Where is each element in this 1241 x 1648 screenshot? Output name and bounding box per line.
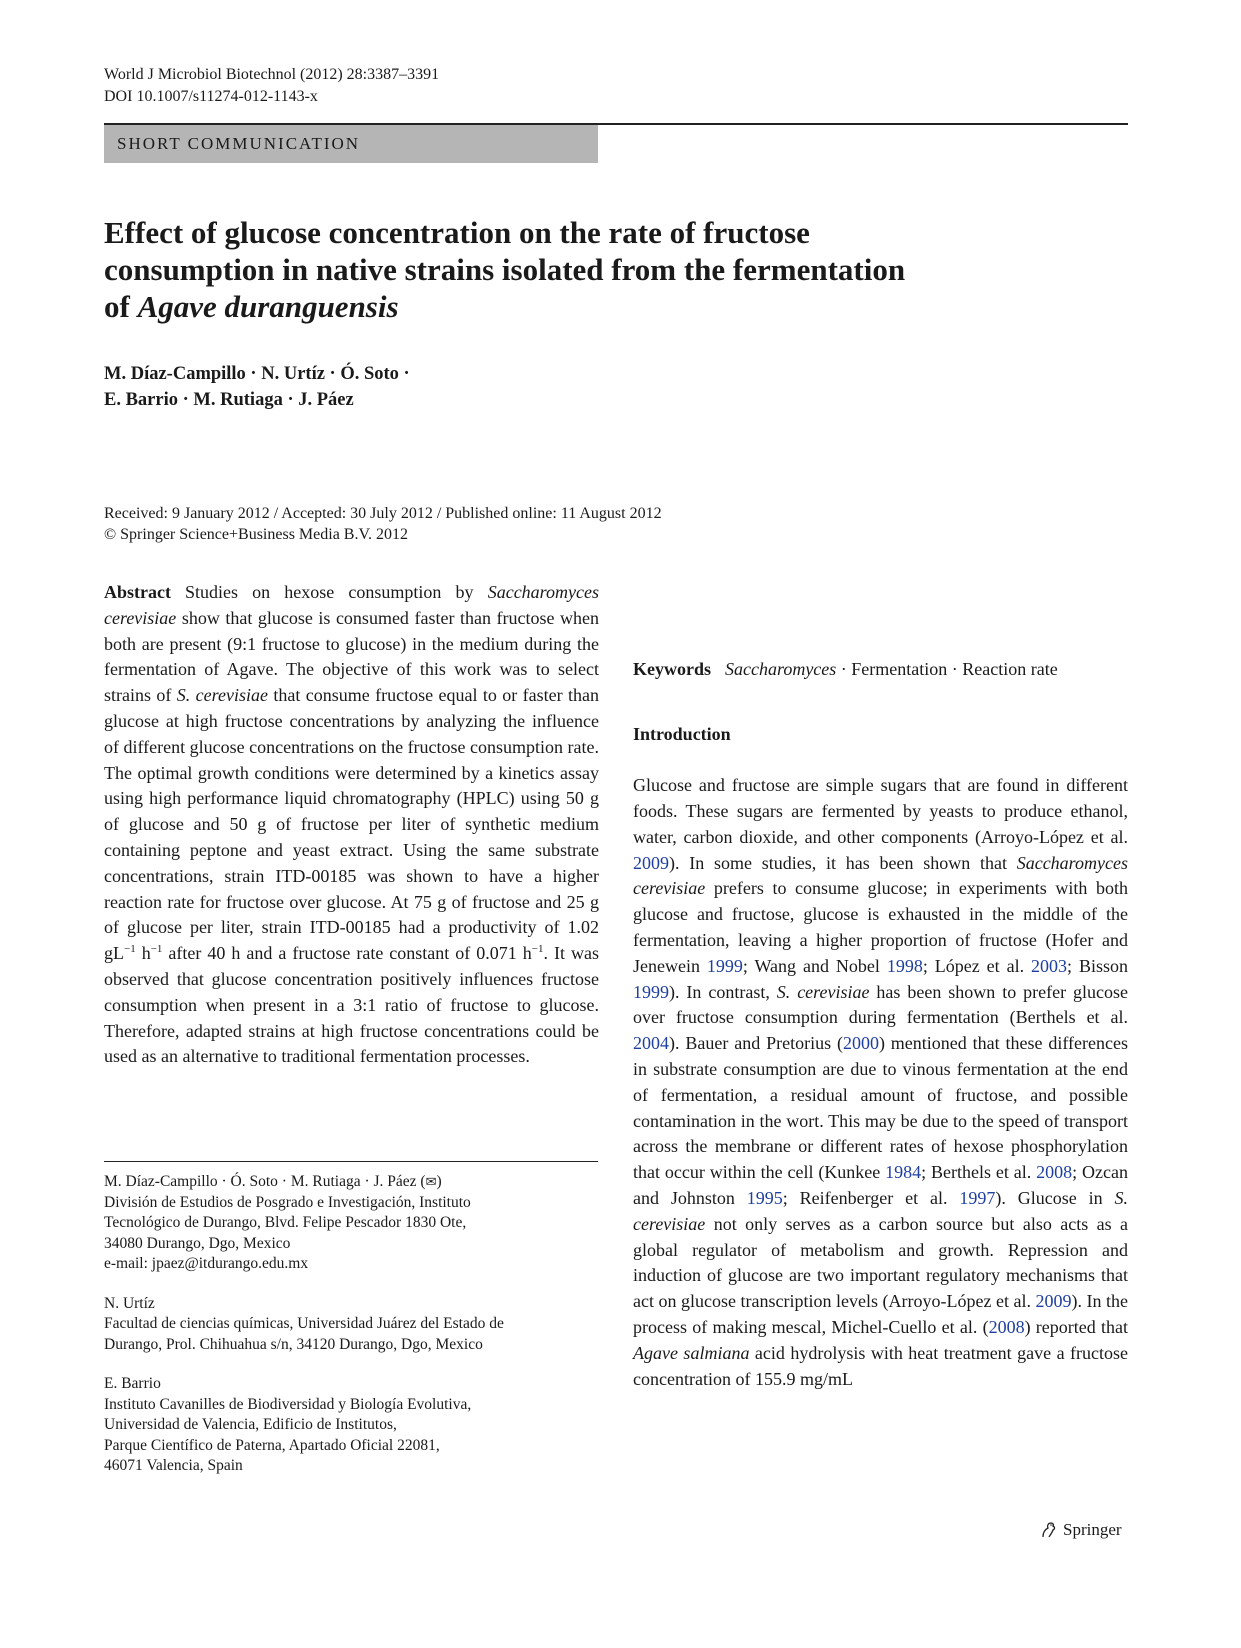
intro-part: has been shown to prefer glucose over fructose consumption during fermentation (Berthels et al. <box>633 981 1129 1028</box>
aff1-email[interactable]: e-mail: jpaez@itdurango.edu.mx <box>104 1255 309 1272</box>
affiliation-3 <box>104 1374 598 1477</box>
envelope-icon: ✉ <box>425 1174 437 1189</box>
journal-ref: World J Microbiol Biotechnol (2012) 28:3387–3391 <box>104 66 440 83</box>
keywords-label: Keywords <box>633 658 711 679</box>
intro-italic: Saccharomyces cerevisiae <box>633 852 1128 899</box>
intro-part: ). In some studies, it has been shown that <box>669 852 1017 873</box>
aff3-line: 46071 Valencia, Spain <box>104 1457 243 1474</box>
aff2-line: Durango, Prol. Chihuahua s/n, 34120 Durango, Dgo, Mexico <box>104 1335 483 1353</box>
doi: DOI 10.1007/s11274-012-1143-x <box>104 88 318 105</box>
citation-link[interactable]: 2009 <box>1035 1291 1072 1312</box>
citation-link[interactable]: 1999 <box>633 981 669 1002</box>
abstract-italic: S. cerevisiae <box>176 685 268 706</box>
intro-part: ) mentioned that these differences in substrate consumption are due to vinous fermentation at the end of fermentation, a residual amount of fructose, and possible contamination in the wort. This may be due to the speed of transport across the membrane or different rates of hexose phosphorylation that occur within the cell (Kunkee <box>633 1033 1128 1183</box>
citation-link[interactable]: 1984 <box>885 1162 922 1183</box>
abstract-part: that consume fructose equal to or faster than glucose at high fructose concentrations by analyzing the influence of different glucose concentrations on the fructose consumption rate. The optimal growth conditions were determined by a kinetics assay using high performance liquid chromatography (HPLC) using 50 g of glucose and 50 g of fructose per liter of synthetic medium containing peptone and yeast extract. Using the same substrate concentrations, strain ITD-00185 was shown to have a higher reaction rate for fructose over glucose. At 75 g of fructose and 25 g of glucose per liter, strain ITD-00185 had a productivity of 1.02 gL <box>104 685 600 964</box>
aff1-line: 34080 Durango, Dgo, Mexico <box>104 1234 291 1252</box>
abstract-continuation-spacer <box>633 580 1128 632</box>
publisher-name: Springer <box>1063 1520 1122 1539</box>
abstract-part: Studies on hexose consumption by <box>184 582 488 602</box>
abstract-label: Abstract <box>104 582 171 602</box>
right-column <box>633 580 1128 1392</box>
author-list <box>104 361 704 413</box>
abstract-italic: Saccharomyces cerevisiae <box>104 582 599 628</box>
intro-part: ). Glucose in <box>995 1187 1115 1208</box>
intro-part: prefers to consume glucose; in experiments with both glucose and fructose, glucose is exhausted in the middle of the fermentation, leaving a higher proportion of fructose (Hofer and Jenewein <box>633 878 1128 976</box>
citation-link[interactable]: 1999 <box>706 955 743 976</box>
citation-link[interactable]: 2004 <box>633 1033 669 1054</box>
abstract-text <box>104 580 599 1070</box>
aff3-line: Instituto Cavanilles de Biodiversidad y Biología Evolutiva, <box>104 1395 472 1413</box>
citation-link[interactable]: 2008 <box>988 1316 1025 1337</box>
aff3-name: E. Barrio <box>104 1375 161 1392</box>
intro-part: ; Berthels et al. <box>921 1162 1037 1183</box>
title-species: Agave duranguensis <box>137 289 399 324</box>
superscript: −1 <box>124 943 136 956</box>
affiliations <box>104 1172 598 1496</box>
intro-italic: S. cerevisiae <box>776 981 870 1002</box>
intro-part: ; Ozcan and Johnston <box>633 1162 1129 1208</box>
affiliation-1 <box>104 1172 598 1275</box>
aff2-line: Facultad de ciencias químicas, Universidad Juárez del Estado de <box>104 1315 504 1332</box>
footnote-rule <box>104 1161 598 1162</box>
aff2-name: N. Urtíz <box>104 1294 155 1312</box>
aff1-names-text: M. Díaz-Campillo · Ó. Soto · M. Rutiaga · J. Páez ( <box>104 1173 426 1190</box>
authors-line-1: M. Díaz-Campillo · N. Urtíz · Ó. Soto · <box>104 364 410 384</box>
affiliation-2 <box>104 1294 598 1356</box>
intro-part: ; Wang and Nobel <box>742 955 887 976</box>
intro-part: ). In the process of making mescal, Michel-Cuello et al. ( <box>633 1291 1128 1337</box>
keywords <box>633 657 1128 683</box>
intro-part: Glucose and fructose are simple sugars that are found in different foods. These sugars are fermented by yeasts to produce ethanol, water, carbon dioxide, and other components (Arroyo-López et al. <box>633 775 1128 847</box>
aff1-line: División de Estudios de Posgrado e Investigación, Instituto <box>104 1193 471 1211</box>
abstract-part: . It was observed that glucose concentration positively influences fructose consumption when present in a 3:1 ratio of fructose to glucose. Therefore, adapted strains at high fructose concentrations could be used as an alternative to traditional fermentation processes. <box>104 943 599 1067</box>
superscript: −1 <box>150 943 163 956</box>
abstract-part: show that glucose is consumed faster than fructose when both are present (9:1 fructose to glucose) in the medium during the fermentation of Agave. The objective of this work was to select strains of <box>104 607 599 706</box>
intro-italic: Agave salmiana <box>633 1342 750 1363</box>
citation-link[interactable]: 2000 <box>842 1033 879 1054</box>
abstract <box>104 580 599 1070</box>
keywords-rest: · Fermentation · Reaction rate <box>836 658 1058 679</box>
article-history <box>104 503 1004 545</box>
aff1-names <box>104 1172 598 1193</box>
journal-citation <box>104 64 439 108</box>
title-line-3 <box>104 288 1104 325</box>
intro-part: ; Bisson <box>1067 955 1128 976</box>
abstract-part: h <box>135 943 151 964</box>
aff1-paren: ) <box>436 1173 442 1190</box>
introduction-heading: Introduction <box>633 724 731 745</box>
abstract-part: after 40 h and a fructose rate constant of 0.071 h <box>162 943 532 964</box>
aff3-line: Universidad de Valencia, Edificio de Institutos, <box>104 1416 397 1433</box>
keyword-saccharomyces: Saccharomyces <box>725 658 837 679</box>
authors-line-2: E. Barrio · M. Rutiaga · J. Páez <box>104 390 354 410</box>
intro-italic: S. cerevisiae <box>633 1187 1129 1234</box>
intro-part: acid hydrolysis with heat treatment gave a fructose concentration of 155.9 mg/mL <box>633 1342 1129 1389</box>
aff1-line: Tecnológico de Durango, Blvd. Felipe Pescador 1830 Ote, <box>104 1214 467 1231</box>
citation-link[interactable]: 1998 <box>886 955 923 976</box>
received-dates: Received: 9 January 2012 / Accepted: 30 July 2012 / Published online: 11 August 2012 <box>104 505 662 522</box>
section-banner: SHORT COMMUNICATION <box>104 125 598 163</box>
article-title <box>104 214 1104 325</box>
intro-part: ; Reifenberger et al. <box>782 1187 960 1208</box>
springer-horse-icon <box>1038 1520 1058 1540</box>
citation-link[interactable]: 1997 <box>959 1187 996 1208</box>
introduction-text <box>633 773 1128 1392</box>
citation-link[interactable]: 2009 <box>633 852 669 873</box>
intro-part: ). In contrast, <box>669 981 777 1002</box>
intro-part: ). Bauer and Pretorius ( <box>669 1033 843 1054</box>
aff3-line: Parque Científico de Paterna, Apartado Oficial 22081, <box>104 1436 440 1454</box>
citation-link[interactable]: 2003 <box>1031 955 1068 976</box>
intro-part: ) reported that <box>1024 1316 1128 1337</box>
title-prefix: of <box>104 289 138 324</box>
springer-logo <box>1038 1519 1122 1541</box>
title-line-1: Effect of glucose concentration on the rate of fructose <box>104 215 810 250</box>
citation-link[interactable]: 2008 <box>1036 1162 1073 1183</box>
intro-part: ; López et al. <box>922 955 1032 976</box>
intro-part: not only serves as a carbon source but also acts as a global regulator of metabolism and growth. Repression and induction of glucose are two important regulatory mechanisms that act on glucose transcription levels (Arroyo-López et al. <box>633 1213 1128 1312</box>
copyright: © Springer Science+Business Media B.V. 2012 <box>104 526 408 543</box>
citation-link[interactable]: 1995 <box>746 1187 783 1208</box>
superscript: −1 <box>531 943 544 956</box>
title-line-2: consumption in native strains isolated from the fermentation <box>104 252 906 287</box>
